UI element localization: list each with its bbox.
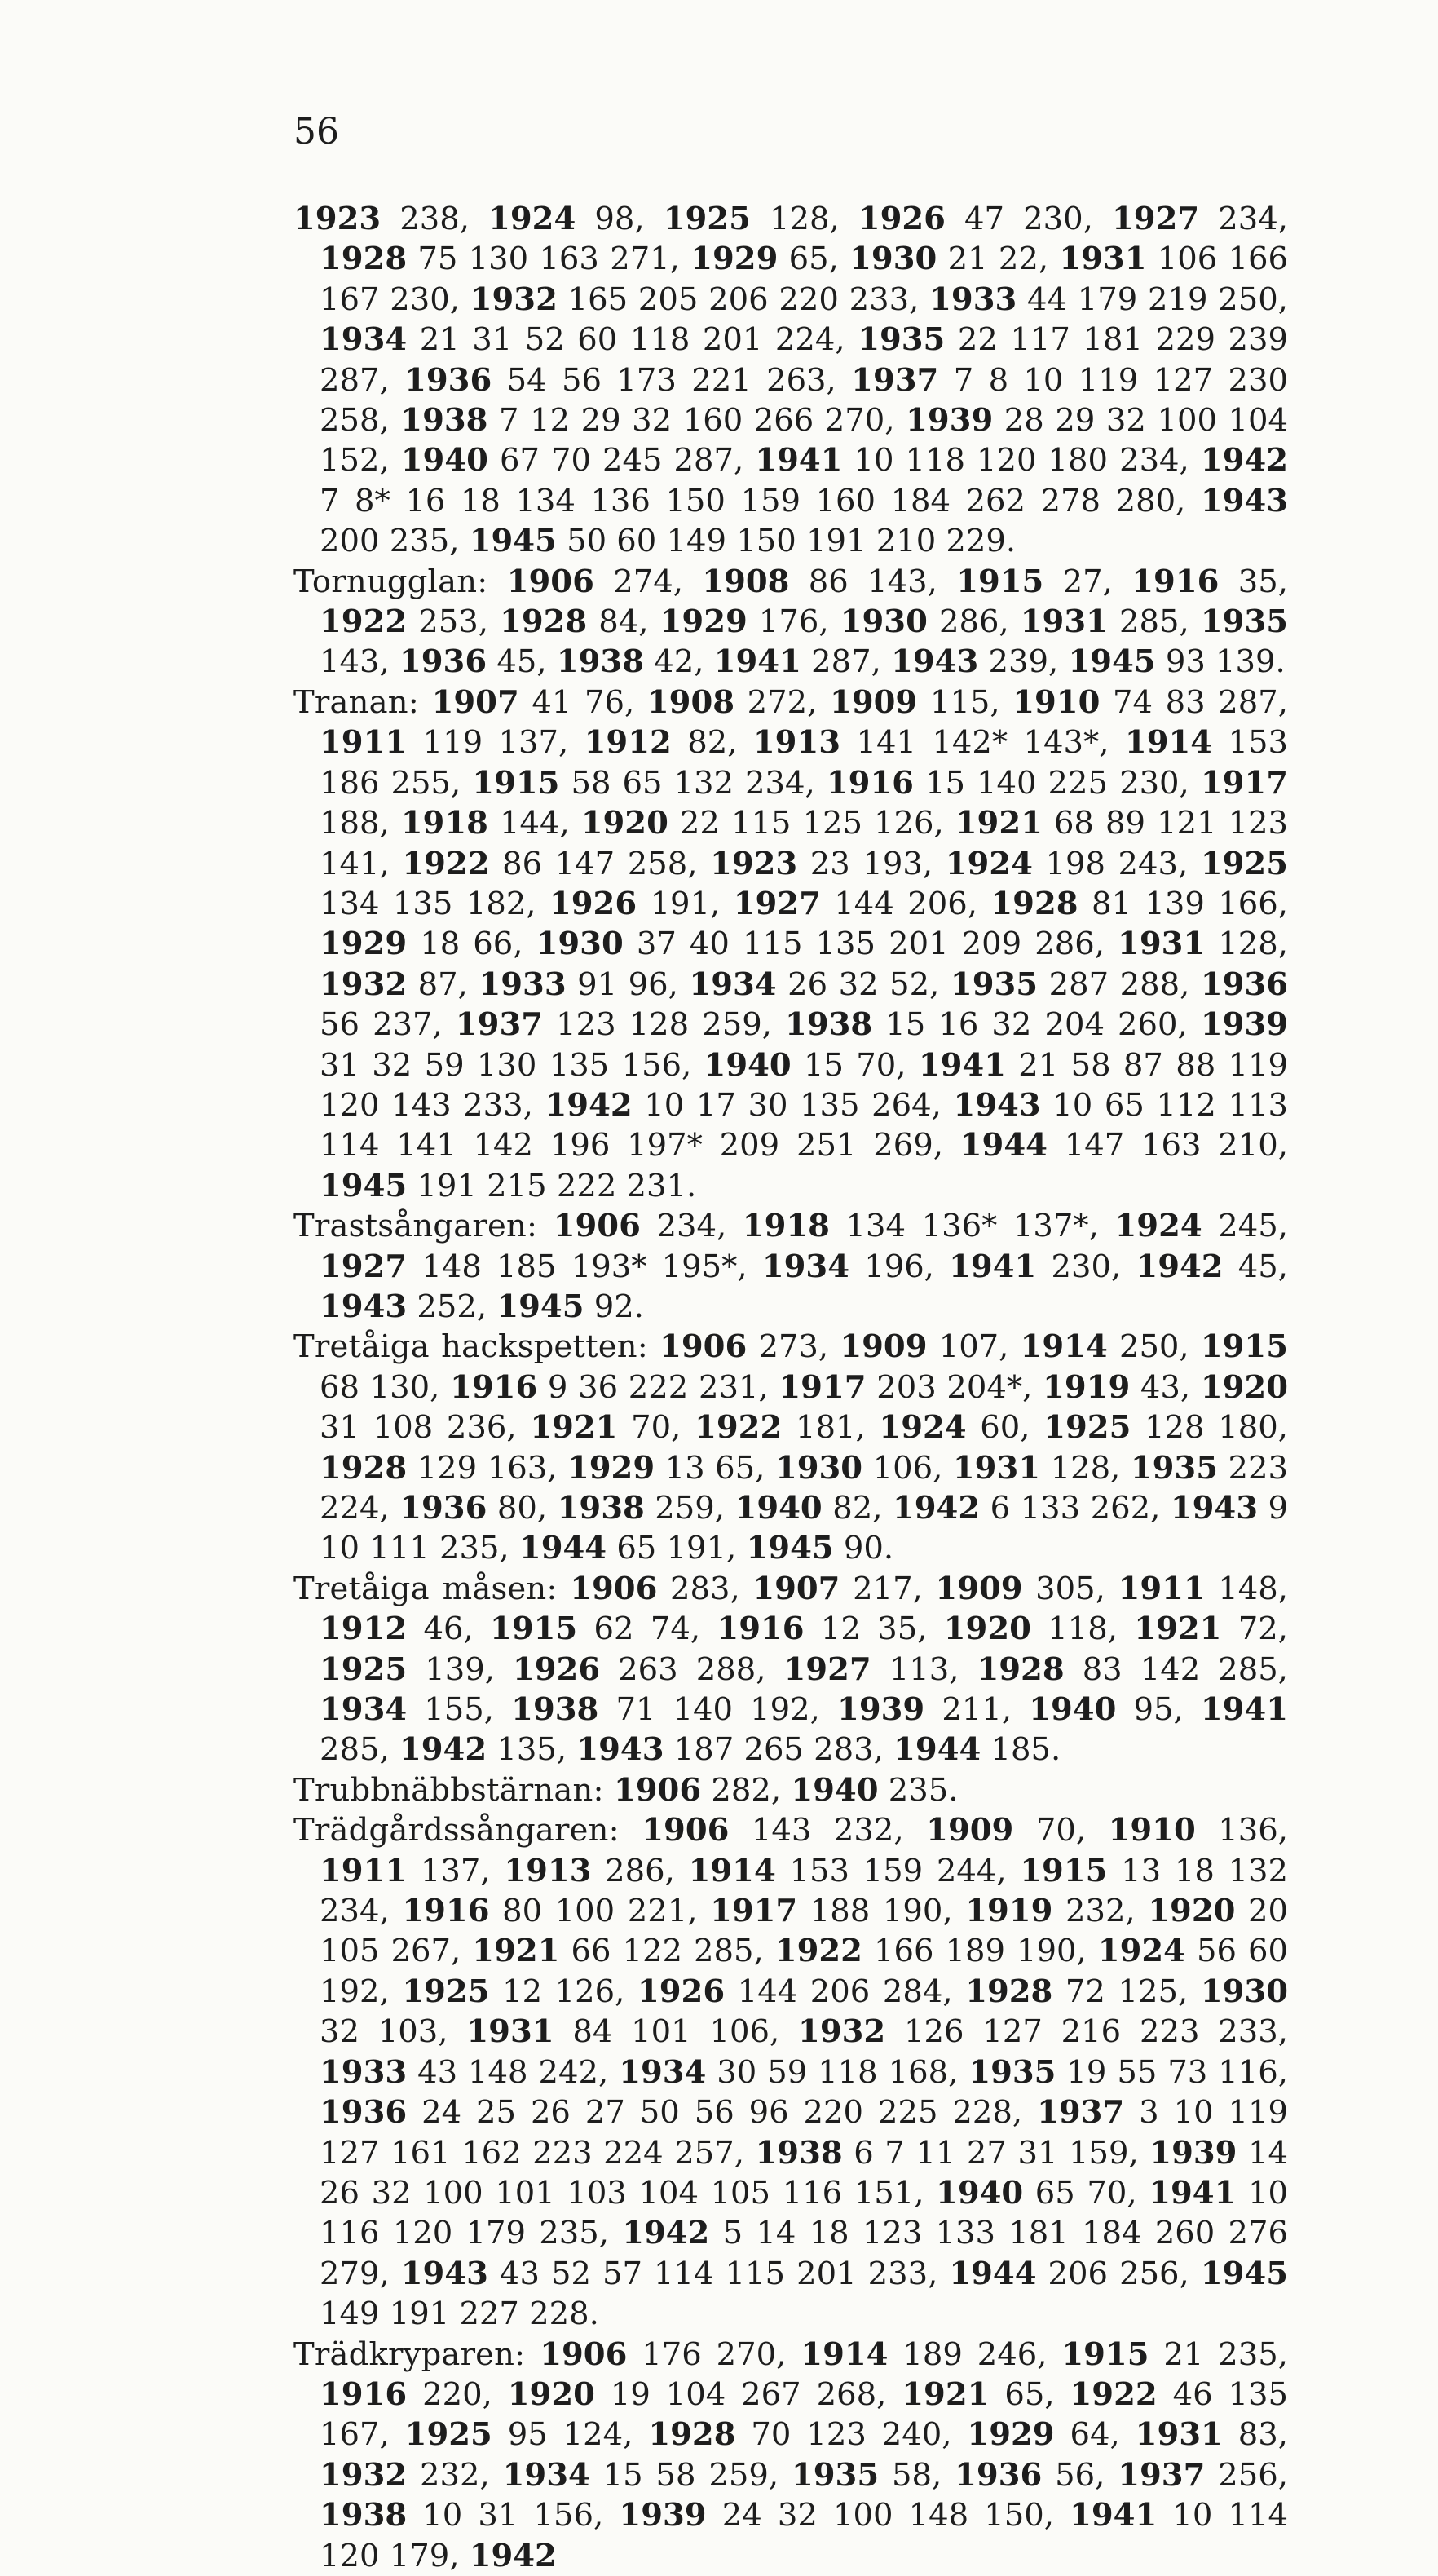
page-number: 56: [293, 111, 339, 152]
entry-name: Trubbnäbbstärnan:: [293, 1771, 604, 1809]
entry-references: 1906 273, 1909 107, 1914 250, 1915 68 130, 1916 9 36 222 231, 1917 203 204*, 1919 43, 1920 31 108 236, 1921 70, 1922 181, 1924 60, 1925 128 180, 1928 129 163, 1929 13 65, 1930 106, 1931 128, 1935 223 224, 1936 80, 1938 259, 1940 82, 1942 6 133 262, 1943 9 10 111 235, 1944 65 191, 1945 90.: [320, 1328, 1289, 1567]
index-body: [293, 199, 1288, 2576]
entry-references: 1906 283, 1907 217, 1909 305, 1911 148, 1912 46, 1915 62 74, 1916 12 35, 1920 118, 1921 72, 1925 139, 1926 263 288, 1927 113, 1928 83 142 285, 1934 155, 1938 71 140 192, 1939 211, 1940 95, 1941 285, 1942 135, 1943 187 265 283, 1944 185.: [320, 1570, 1289, 1769]
entry-references: 1923 238, 1924 98, 1925 128, 1926 47 230, 1927 234, 1928 75 130 163 271, 1929 65, 1930 21 22, 1931 106 166 167 230, 1932 165 205 206 220 233, 1933 44 179 219 250, 1934 21 31 52 60 118 201 224, 1935 22 117 181 229 239 287, 1936 54 56 173 221 263, 1937 7 8 10 119 127 230 258, 1938 7 12 29 32 160 266 270, 1939 28 29 32 100 104 152, 1940 67 70 245 287, 1941 10 118 120 180 234, 1942 7 8* 16 18 134 136 150 159 160 184 262 278 280, 1943 200 235, 1945 50 60 149 150 191 210 229.: [293, 201, 1289, 560]
entry-name: Trastsångaren:: [293, 1208, 538, 1245]
index-entry-tradgardssangaren: [293, 1810, 1288, 2334]
entry-name: Trädkryparen:: [293, 2335, 526, 2373]
entry-name: Tretåiga måsen:: [293, 1570, 558, 1607]
entry-name: Tornugglan:: [293, 563, 488, 600]
index-entry-tretaiga-masen: [293, 1569, 1288, 1770]
index-entry-continued: [293, 199, 1288, 562]
index-entry-tornugglan: [293, 562, 1288, 683]
index-entry-trubbnabbstarnan: [293, 1770, 1288, 1810]
entry-name: Trädgårdssångaren:: [293, 1812, 620, 1849]
entry-references: 1907 41 76, 1908 272, 1909 115, 1910 74 83 287, 1911 119 137, 1912 82, 1913 141 142* 143*, 1914 153 186 255, 1915 58 65 132 234, 1916 15 140 225 230, 1917 188, 1918 144, 1920 22 115 125 126, 1921 68 89 121 123 141, 1922 86 147 258, 1923 23 193, 1924 198 243, 1925 134 135 182, 1926 191, 1927 144 206, 1928 81 139 166, 1929 18 66, 1930 37 40 115 135 201 209 286, 1931 128, 1932 87, 1933 91 96, 1934 26 32 52, 1935 287 288, 1936 56 237, 1937 123 128 259, 1938 15 16 32 204 260, 1939 31 32 59 130 135 156, 1940 15 70, 1941 21 58 87 88 119 120 143 233, 1942 10 17 30 135 264, 1943 10 65 112 113 114 141 142 196 197* 209 251 269, 1944 147 163 210, 1945 191 215 222 231.: [320, 683, 1289, 1204]
entry-references: 1906 282, 1940 235.: [613, 1771, 959, 1809]
entry-references: 1906 143 232, 1909 70, 1910 136, 1911 137, 1913 286, 1914 153 159 244, 1915 13 18 132 234, 1916 80 100 221, 1917 188 190, 1919 232, 1920 20 105 267, 1921 66 122 285, 1922 166 189 190, 1924 56 60 192, 1925 12 126, 1926 144 206 284, 1928 72 125, 1930 32 103, 1931 84 101 106, 1932 126 127 216 223 233, 1933 43 148 242, 1934 30 59 118 168, 1935 19 55 73 116, 1936 24 25 26 27 50 56 96 220 225 228, 1937 3 10 119 127 161 162 223 224 257, 1938 6 7 11 27 31 159, 1939 14 26 32 100 101 103 104 105 116 151, 1940 65 70, 1941 10 116 120 179 235, 1942 5 14 18 123 133 181 184 260 276 279, 1943 43 52 57 114 115 201 233, 1944 206 256, 1945 149 191 227 228.: [320, 1812, 1289, 2333]
index-entry-tradkryparen: [293, 2335, 1288, 2576]
entry-name: Tretåiga hackspetten:: [293, 1328, 648, 1366]
entry-references: 1906 234, 1918 134 136* 137*, 1924 245, 1927 148 185 193* 195*, 1934 196, 1941 230, 1942 45, 1943 252, 1945 92.: [320, 1208, 1288, 1325]
entry-name: Tranan:: [293, 683, 419, 721]
entry-references: 1906 176 270, 1914 189 246, 1915 21 235, 1916 220, 1920 19 104 267 268, 1921 65, 1922 46 135 167, 1925 95 124, 1928 70 123 240, 1929 64, 1931 83, 1932 232, 1934 15 58 259, 1935 58, 1936 56, 1937 256, 1938 10 31 156, 1939 24 32 100 148 150, 1941 10 114 120 179, 1942: [320, 2335, 1289, 2574]
index-entry-trastsangaren: [293, 1206, 1288, 1327]
index-entry-tranan: [293, 683, 1288, 1206]
entry-references: 1906 274, 1908 86 143, 1915 27, 1916 35, 1922 253, 1928 84, 1929 176, 1930 286, 1931 285, 1935 143, 1936 45, 1938 42, 1941 287, 1943 239, 1945 93 139.: [320, 563, 1288, 681]
index-entry-tretaiga-hackspetten: [293, 1327, 1288, 1568]
